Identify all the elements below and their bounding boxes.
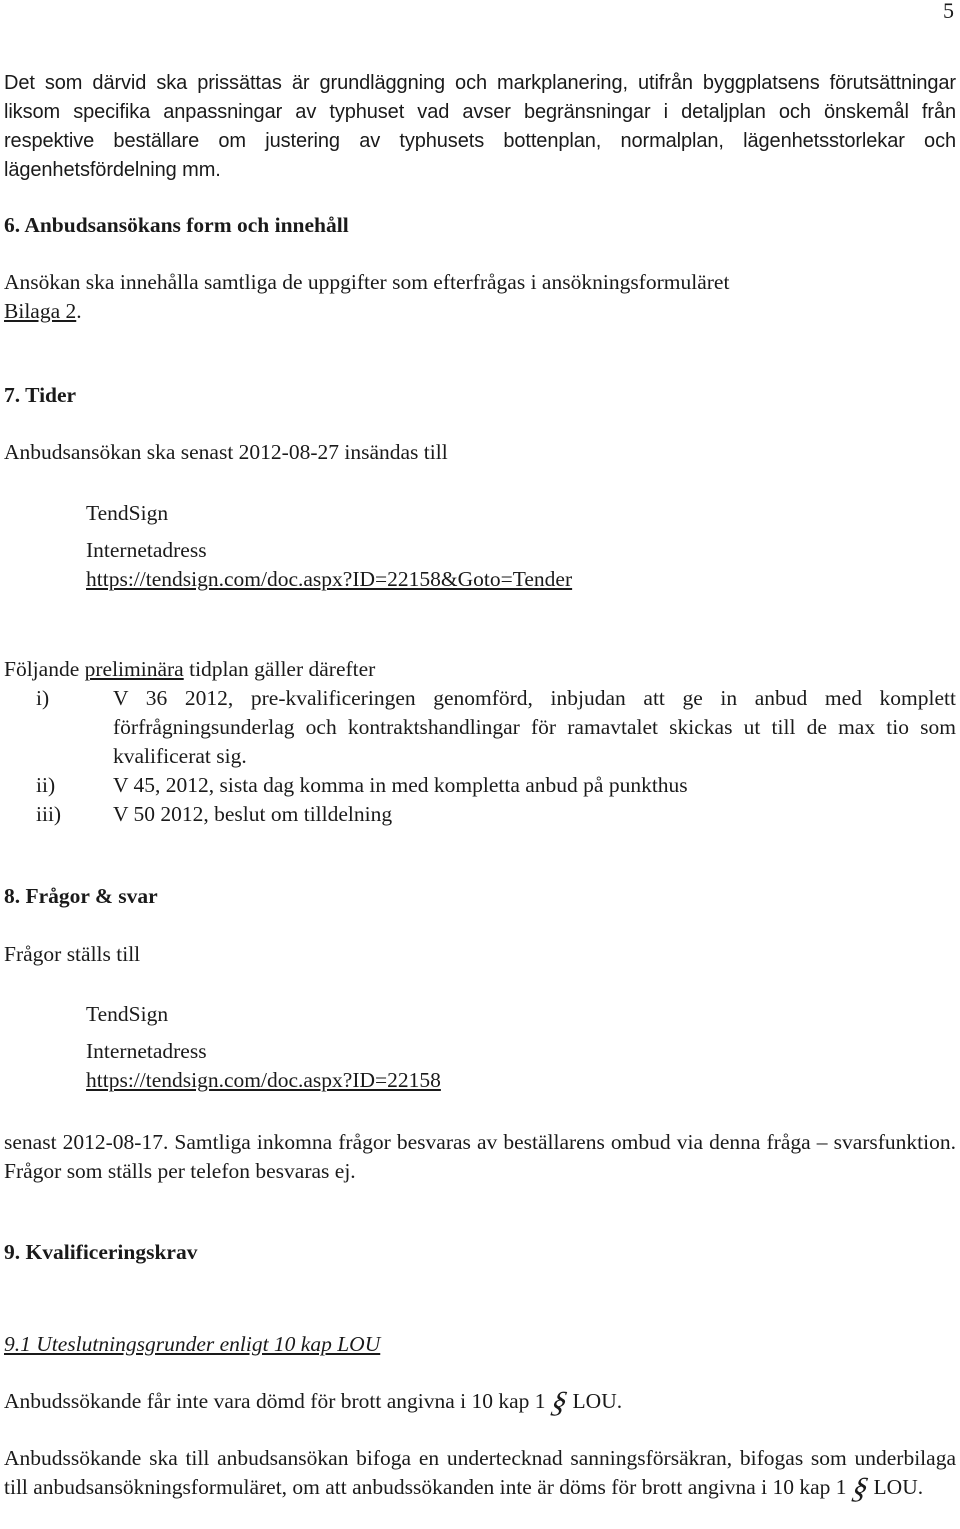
page-number: 5 xyxy=(943,0,954,23)
p2-text: Anbudssökande ska till anbudsansökan bifoga en undertecknad sanningsförsäkran, bifogas som underbilaga till anbudsansökningsformuläret, om att anbudssökanden inte är döms för brott angivna i 10 kap 1 xyxy=(4,1446,956,1499)
intro-paragraph: Det som därvid ska prissättas är grundläggning och markplanering, utifrån byggplatsens förutsättningar liksom specifika anpassningar av typhuset vad avser begränsningar i detaljplan och önskemål från respektive beställare om justering av typhusets bottenplan, normalplan, lägenhetsstorlekar och lägenhetsfördelning mm. xyxy=(4,72,956,181)
list-item xyxy=(0,771,956,800)
section-7-contact xyxy=(86,499,946,594)
exclusion-paragraph-2 xyxy=(4,1444,956,1505)
section-6-body xyxy=(4,268,956,326)
intro-section xyxy=(4,69,956,185)
bilaga-tail: . xyxy=(76,299,82,323)
contact-name: TendSign xyxy=(86,1002,169,1026)
tendsign-questions-link[interactable]: https://tendsign.com/doc.aspx?ID=22158 xyxy=(86,1068,441,1092)
contact-label: Internetadress xyxy=(86,538,207,562)
list-item xyxy=(0,800,956,829)
p1-tail: LOU. xyxy=(572,1389,623,1413)
exclusion-paragraph-1 xyxy=(4,1386,956,1419)
section-8-text: Frågor ställs till xyxy=(4,942,141,966)
section-6-heading: 6. Anbudsansökans form och innehåll xyxy=(4,213,349,237)
section-8-contact xyxy=(86,1000,946,1095)
section-9-1-heading: 9.1 Uteslutningsgrunder enligt 10 kap LOU xyxy=(4,1332,381,1356)
schedule-intro xyxy=(4,655,956,684)
list-item-number: ii) xyxy=(36,773,56,797)
list-item-number: iii) xyxy=(36,802,62,826)
list-item-text: V 36 2012, pre-kvalificeringen genomförd, inbjudan att ge in anbud med komplett förfrågningsunderlag och kontraktshandlingar för ramavtalet skickas ut till de max tio som kvalificerat sig. xyxy=(113,686,956,768)
section-9-1 xyxy=(4,1330,956,1359)
bilaga-link[interactable]: Bilaga 2 xyxy=(4,299,77,323)
section-7 xyxy=(4,381,956,410)
p2-tail: LOU. xyxy=(873,1475,924,1499)
section-6-text: Ansökan ska innehålla samtliga de uppgifter som efterfrågas i ansökningsformuläret xyxy=(4,270,730,294)
section-9-p1 xyxy=(4,1386,956,1419)
section-9 xyxy=(4,1238,956,1267)
contact-name: TendSign xyxy=(86,501,169,525)
tendsign-tender-link[interactable]: https://tendsign.com/doc.aspx?ID=22158&Goto=Tender xyxy=(86,567,573,591)
schedule-list xyxy=(0,684,956,829)
section-8-heading: 8. Frågor & svar xyxy=(4,884,158,908)
section-8-deadline xyxy=(4,1128,956,1186)
list-item xyxy=(0,684,956,771)
list-item-text: V 50 2012, beslut om tilldelning xyxy=(113,802,393,826)
section-9-p2 xyxy=(4,1444,956,1505)
p1-text: Anbudssökande får inte vara dömd för brott angivna i 10 kap 1 xyxy=(4,1389,546,1413)
schedule-preliminary: preliminära xyxy=(84,657,184,681)
section-8 xyxy=(4,882,956,911)
section-6 xyxy=(4,211,956,240)
list-item-number: i) xyxy=(36,686,50,710)
section-7-intro xyxy=(4,438,956,467)
contact-label: Internetadress xyxy=(86,1039,207,1063)
section-sign-icon: § xyxy=(545,1386,573,1419)
schedule-suffix: tidplan gäller därefter xyxy=(183,657,376,681)
section-sign-icon: § xyxy=(846,1472,874,1505)
section-9-heading: 9. Kvalificeringskrav xyxy=(4,1240,198,1264)
deadline-paragraph: senast 2012-08-17. Samtliga inkomna frågor besvaras av beställarens ombud via denna fråga – svarsfunktion. Frågor som ställs per telefon besvaras ej. xyxy=(4,1130,956,1183)
section-7-heading: 7. Tider xyxy=(4,383,77,407)
schedule-prefix: Följande xyxy=(4,657,85,681)
section-7-text: Anbudsansökan ska senast 2012-08-27 insändas till xyxy=(4,440,448,464)
section-6-paragraph xyxy=(4,268,956,326)
schedule-text xyxy=(4,655,956,684)
list-item-text: V 45, 2012, sista dag komma in med kompletta anbud på punkthus xyxy=(113,773,688,797)
section-8-intro xyxy=(4,940,956,969)
